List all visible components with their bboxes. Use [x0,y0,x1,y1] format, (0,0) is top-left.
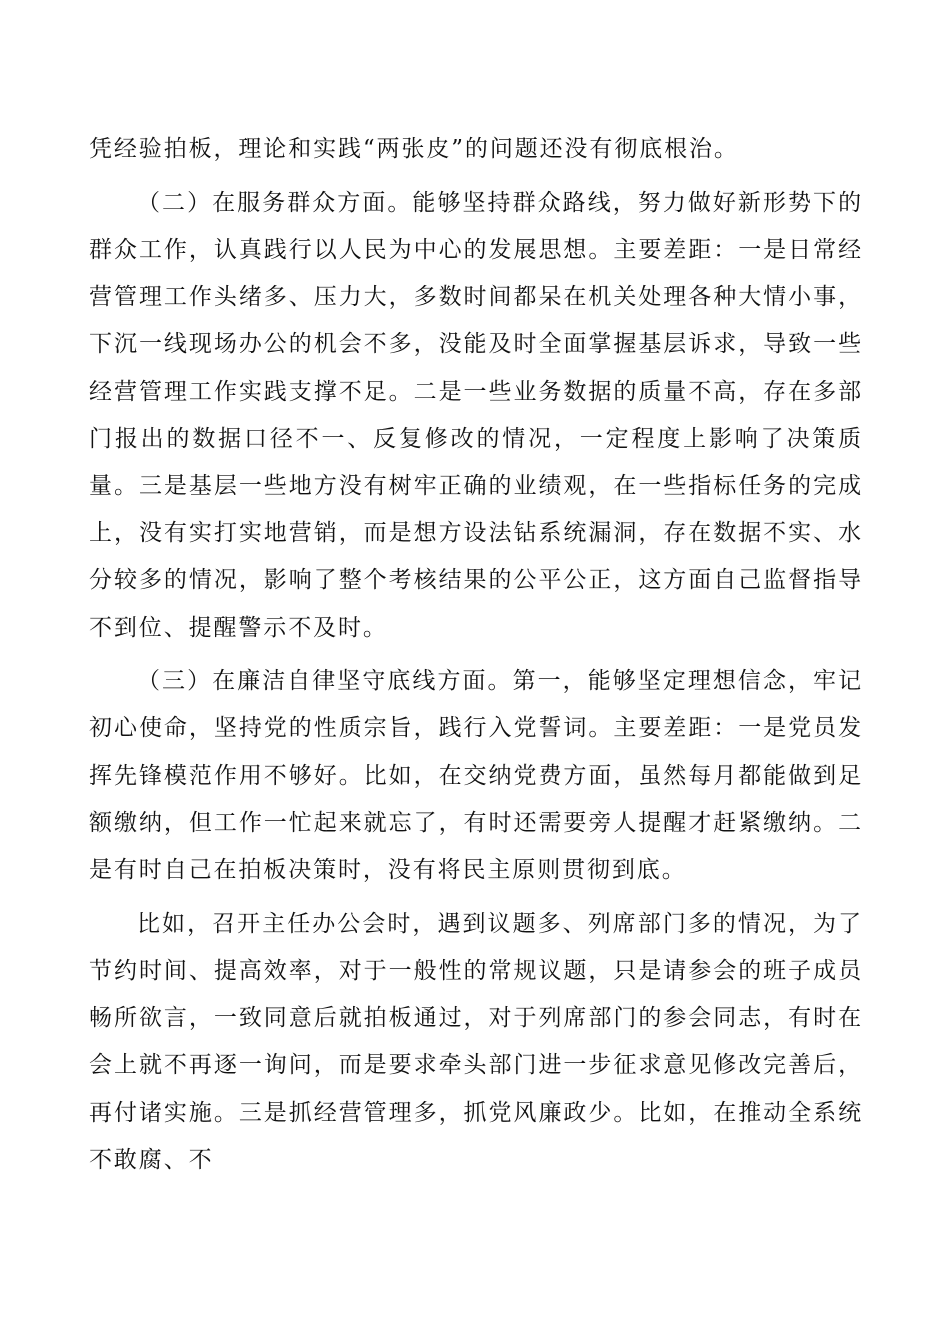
paragraph-2: （二）在服务群众方面。能够坚持群众路线，努力做好新形势下的群众工作，认真践行以人民为中心的发展思想。主要差距：一是日常经营管理工作头绪多、压力大，多数时间都呆在机关处理各种大情小事，下沉一线现场办公的机会不多，没能及时全面掌握基层诉求，导致一些经营管理工作实践支撑不足。二是一些业务数据的质量不高，存在多部门报出的数据口径不一、反复修改的情况，一定程度上影响了决策质量。三是基层一些地方没有树牢正确的业绩观，在一些指标任务的完成上，没有实打实地营销，而是想方设法钻系统漏洞，存在数据不实、水分较多的情况，影响了整个考核结果的公平公正，这方面自己监督指导不到位、提醒警示不及时。 [89,189,863,641]
paragraph-3: （三）在廉洁自律坚守底线方面。第一，能够坚定理想信念，牢记初心使命，坚持党的性质宗旨，践行入党誓词。主要差距：一是党员发挥先锋模范作用不够好。比如，在交纳党费方面，虽然每月都能做到足额缴纳，但工作一忙起来就忘了，有时还需要旁人提醒才赶紧缴纳。二是有时自己在拍板决策时，没有将民主原则贯彻到底。 [89,668,863,884]
paragraph-1: 凭经验拍板，理论和实践“两张皮”的问题还没有彻底根治。 [89,136,739,162]
document-body [89,126,863,1190]
paragraph-4: 比如，召开主任办公会时，遇到议题多、列席部门多的情况，为了节约时间、提高效率，对于一般性的常规议题，只是请参会的班子成员畅所欲言，一致同意后就拍板通过，对于列席部门的参会同志，有时在会上就不再逐一询问，而是要求牵头部门进一步征求意见修改完善后，再付诸实施。三是抓经营管理多，抓党风廉政少。比如，在推动全系统不敢腐、不 [89,910,863,1173]
